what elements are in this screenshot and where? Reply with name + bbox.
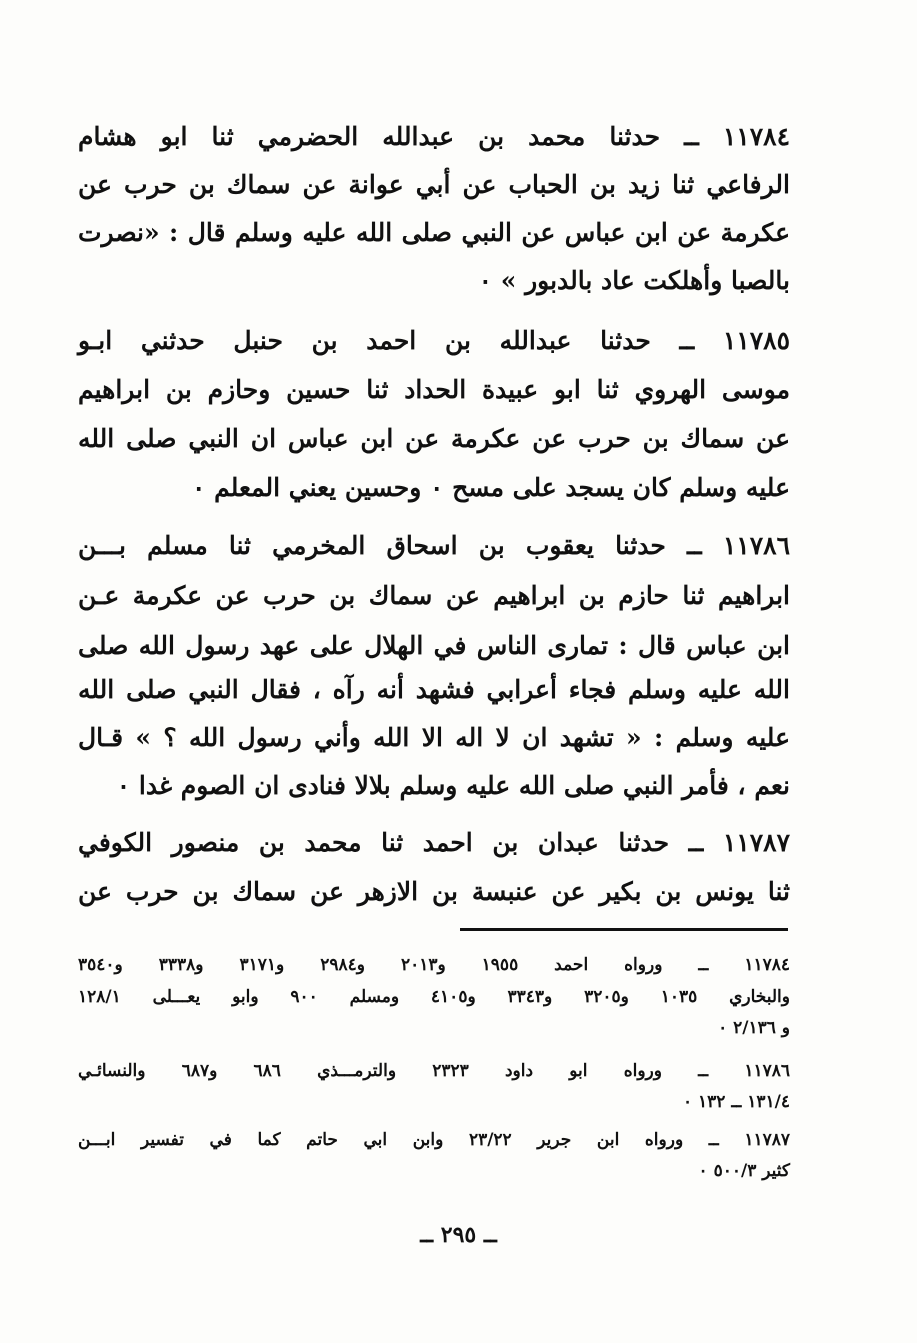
footnote-line: ١١٧٨٧ ــ ورواه ابن جرير ٢٣/٢٢ وابن ابي حاتم كما في تفسير ابـــن: [78, 1130, 790, 1150]
hadith-line: ١١٧٨٦ ــ حدثنا يعقوب بن اسحاق المخرمي ثنا مسلم بـــن: [78, 531, 790, 560]
hadith-line: الرفاعي ثنا زيد بن الحباب عن أبي عوانة عن سماك بن حرب عن: [78, 170, 790, 199]
footnote-line: والبخاري ١٠٣٥ و٣٢٠٥ و٣٣٤٣ و٤١٠٥ ومسلم ٩٠٠ وابو يعـــلى ١٢٨/١: [78, 987, 790, 1007]
hadith-line: ثنا يونس بن بكير عن عنبسة بن الازهر عن سماك بن حرب عن: [78, 877, 790, 906]
footnote-line: ١١٧٨٦ ــ ورواه ابو داود ٢٣٢٣ والترمـــذي ٦٨٦ و٦٨٧ والنسائـي: [78, 1061, 790, 1081]
footnote-line: و ٢/١٣٦ ٠: [718, 1018, 790, 1038]
page-number: ــ ٢٩٥ ــ: [420, 1222, 497, 1248]
hadith-line: عليه وسلم : « تشهد ان لا اله الا الله وأني رسول الله ؟ » قـال: [78, 723, 790, 752]
hadith-line: بالصبا وأهلكت عاد بالدبور » ٠: [478, 266, 790, 295]
hadith-line: عن سماك بن حرب عن عكرمة عن ابن عباس ان النبي صلى الله: [78, 424, 790, 453]
hadith-line: ابن عباس قال : تمارى الناس في الهلال على عهد رسول الله صلى: [78, 631, 790, 660]
hadith-line: عكرمة عن ابن عباس عن النبي صلى الله عليه وسلم قال : «نصرت: [78, 218, 790, 247]
footnote-divider: [460, 928, 788, 931]
hadith-line: عليه وسلم كان يسجد على مسح ٠ وحسين يعني المعلم ٠: [191, 473, 790, 502]
hadith-line: موسى الهروي ثنا ابو عبيدة الحداد ثنا حسين وحازم بن ابراهيم: [78, 375, 790, 404]
footnote-line: ١١٧٨٤ ــ ورواه احمد ١٩٥٥ و٢٠١٣ و٢٩٨٤ و٣١٧١ و٣٣٣٨ و٣٥٤٠: [78, 955, 790, 975]
footnote-line: كثير ٥٠٠/٣ ٠: [698, 1161, 790, 1181]
hadith-line: ١١٧٨٥ ــ حدثنا عبدالله بن احمد بن حنبل حدثني ابـو: [78, 326, 790, 355]
hadith-line: نعم ، فأمر النبي صلى الله عليه وسلم بلالا فنادى ان الصوم غدا ٠: [116, 771, 790, 800]
hadith-line: ١١٧٨٧ ــ حدثنا عبدان بن احمد ثنا محمد بن منصور الكوفي: [78, 828, 790, 857]
footnote-line: ١٣١/٤ ــ ١٣٢ ٠: [682, 1092, 790, 1112]
hadith-line: ١١٧٨٤ ــ حدثنا محمد بن عبدالله الحضرمي ثنا ابو هشام: [78, 122, 790, 151]
hadith-line: ابراهيم ثنا حازم بن ابراهيم عن سماك بن حرب عن عكرمة عـن: [78, 581, 790, 610]
hadith-line: الله عليه وسلم فجاء أعرابي فشهد أنه رآه ، فقال النبي صلى الله: [78, 675, 790, 704]
